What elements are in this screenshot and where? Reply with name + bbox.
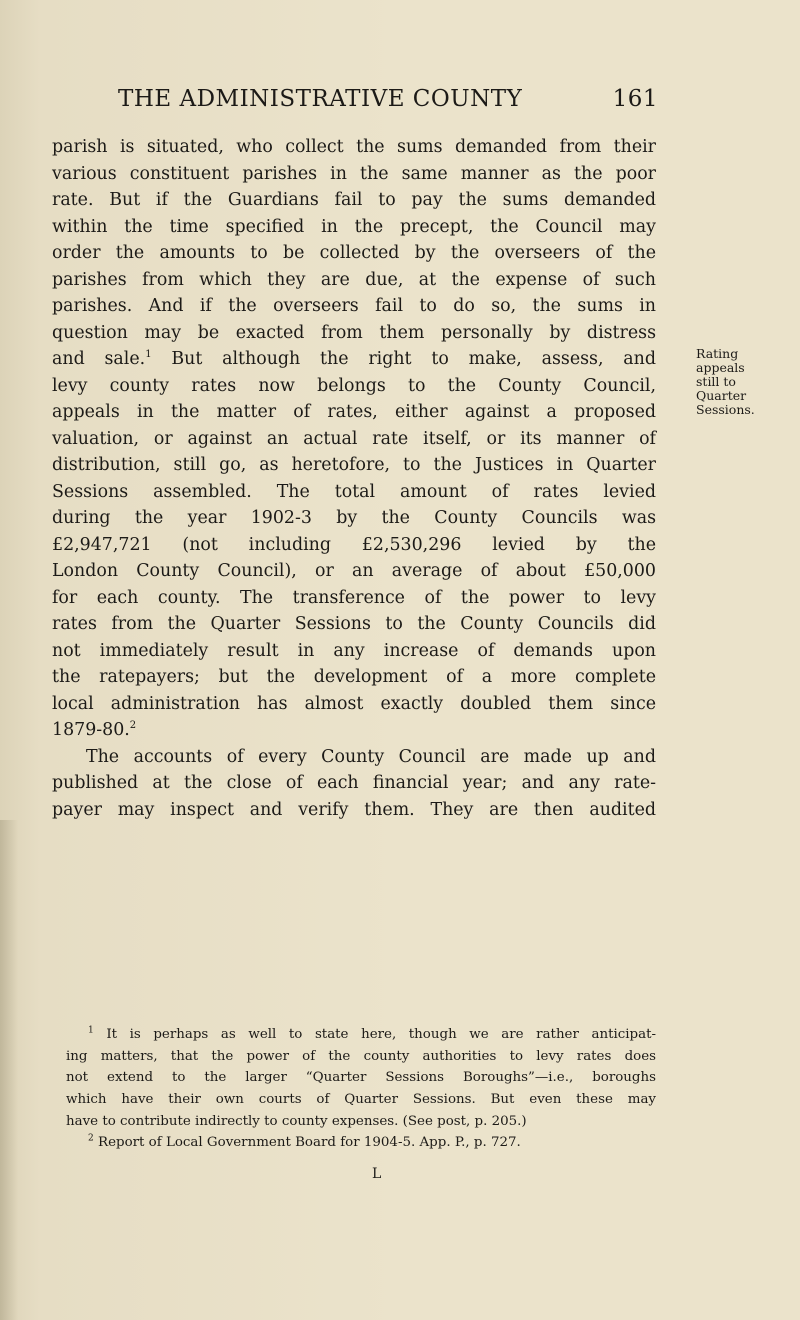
text-line: appeals in the matter of rates, either against a proposed <box>52 402 656 422</box>
text-line: valuation, or against an actual rate itself, or its manner of <box>52 428 656 449</box>
footnote-text: Report of Local Government Board for 1904-5. App. P., p. 727. <box>98 1135 521 1151</box>
text-line: £2,947,721 (not including £2,530,296 levied by the <box>52 534 656 555</box>
footnote-text: It is perhaps as well to state here, though we are rather anticipat- <box>106 1027 656 1042</box>
text-line: rate. But if the Guardians fail to pay the sums demanded <box>52 190 656 210</box>
margin-note-line: appeals <box>696 360 745 375</box>
footnote-line: have to contribute indirectly to county expenses. (See post, p. 205.) <box>66 1113 527 1129</box>
text-line: for each county. The transference of the power to levy <box>52 587 656 608</box>
text-line: order the amounts to be collected by the overseers of the <box>52 243 656 263</box>
text-line: rates from the Quarter Sessions to the County Councils did <box>52 614 656 634</box>
footnote-number: 1 <box>88 1025 94 1036</box>
text-fragment: and sale. <box>52 349 146 369</box>
text-line: during the year 1902-3 by the County Councils was <box>52 508 656 528</box>
margin-note-line: still to <box>696 374 736 389</box>
footnote-reference: 2 <box>129 720 137 732</box>
text-line: distribution, still go, as heretofore, to the Justices in Quarter <box>52 455 656 475</box>
footnote-line: ing matters, that the power of the county authorities to levy rates does <box>66 1048 656 1064</box>
signature-mark: L <box>372 1166 382 1182</box>
running-head-title: THE ADMINISTRATIVE COUNTY <box>118 86 523 112</box>
footnote-number: 2 <box>88 1133 94 1144</box>
text-fragment: But although the right to make, assess, and <box>151 349 656 369</box>
text-line: various constituent parishes in the same manner as the poor <box>52 163 656 184</box>
footnotes <box>66 1024 656 1154</box>
margin-note-line: Sessions. <box>696 402 755 417</box>
text-line: local administration has almost exactly doubled them since <box>52 693 656 714</box>
margin-note-line: Quarter <box>696 388 747 403</box>
footnote-line <box>66 1132 656 1154</box>
text-line: not immediately result in any increase of demands upon <box>52 640 656 661</box>
footnote-line: which have their own courts of Quarter Sessions. But even these may <box>66 1092 656 1108</box>
text-line: question may be exacted from them personally by distress <box>52 322 656 343</box>
text-line: London County Council), or an average of about £50,000 <box>52 561 656 581</box>
body-text <box>52 134 656 823</box>
text-fragment: 1879-80. <box>52 720 130 740</box>
margin-note-line: Rating <box>696 346 739 361</box>
text-line: parish is situated, who collect the sums demanded from their <box>52 137 656 157</box>
text-line: published at the close of each financial year; and any rate- <box>52 773 656 793</box>
text-line: The accounts of every County Council are made up and <box>86 746 656 767</box>
footnote-line <box>66 1024 656 1046</box>
text-line: parishes from which they are due, at the expense of such <box>52 269 656 290</box>
text-line: the ratepayers; but the development of a more complete <box>52 667 656 687</box>
margin-note <box>696 347 766 417</box>
text-line: levy county rates now belongs to the County Council, <box>52 375 656 396</box>
footnote-reference: 1 <box>145 349 152 361</box>
text-line: parishes. And if the overseers fail to do so, the sums in <box>52 296 656 316</box>
text-line <box>52 346 656 373</box>
text-line <box>52 717 656 744</box>
text-line: Sessions assembled. The total amount of rates levied <box>52 481 656 502</box>
text-line: within the time specified in the precept, the Council may <box>52 216 656 237</box>
binding-shadow <box>0 820 18 1320</box>
page-number: 161 <box>612 86 658 112</box>
text-line: payer may inspect and verify them. They are then audited <box>52 799 656 820</box>
footnote-line: not extend to the larger “Quarter Sessions Boroughs”—i.e., boroughs <box>66 1070 656 1086</box>
